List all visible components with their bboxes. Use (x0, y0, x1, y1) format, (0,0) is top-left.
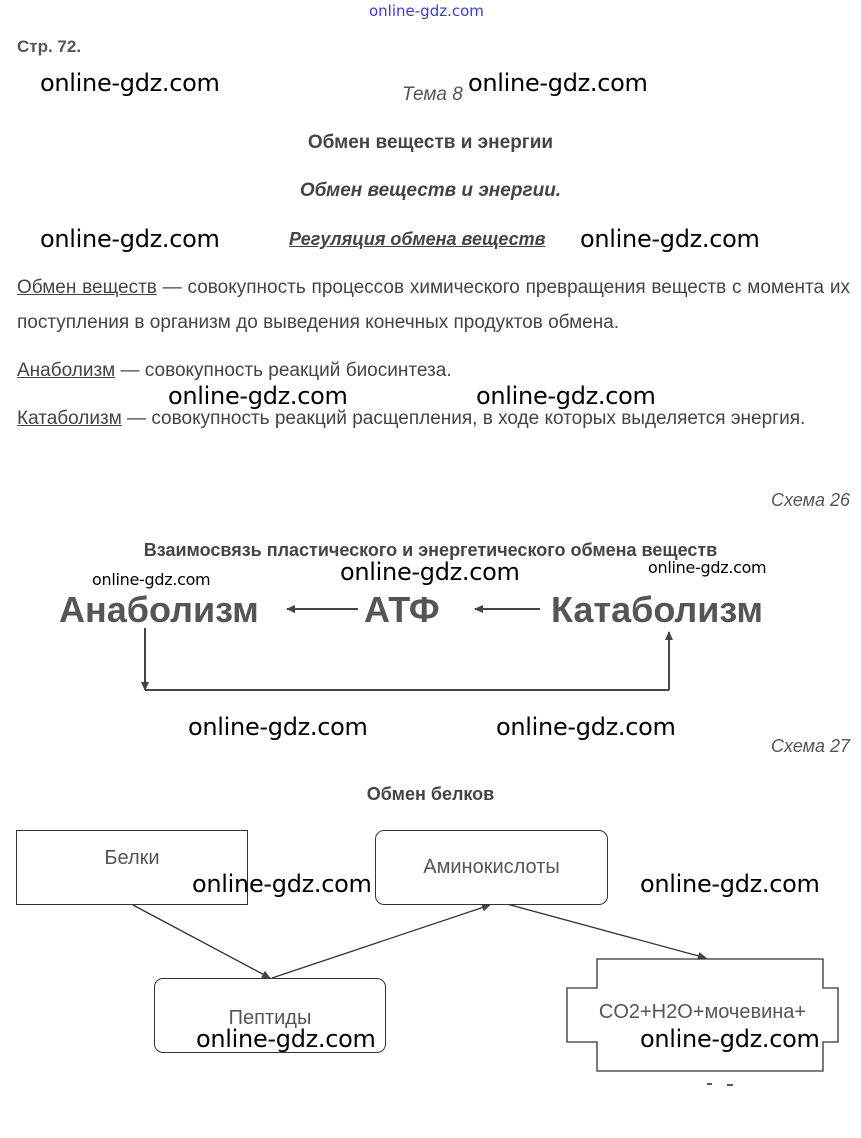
watermark: online-gdz.com (188, 713, 368, 741)
scheme-26-title: Взаимосвязь пластического и энергетического обмена веществ (143, 540, 718, 560)
page-number: Стр. 72. (17, 37, 82, 56)
scheme-27-title: Обмен белков (366, 784, 495, 804)
watermark: online-gdz.com (640, 1025, 820, 1053)
watermark: online-gdz.com (40, 225, 220, 253)
definition-term: Катаболизм (17, 408, 122, 429)
top-watermark: online-gdz.com (369, 2, 484, 20)
scheme-26-label: Схема 26 (771, 490, 850, 510)
watermark: online-gdz.com (340, 558, 520, 586)
watermark: online-gdz.com (580, 225, 760, 253)
watermark: online-gdz.com (92, 570, 211, 589)
topic-label: Тема 8 (402, 84, 463, 105)
amino-acids-label: Аминокислоты (423, 856, 560, 878)
definition-text: — совокупность реакций расщепления, в ходе которых выделяется энергия. (121, 408, 806, 429)
scheme-27-label: Схема 27 (771, 736, 850, 756)
watermark: online-gdz.com (648, 558, 767, 577)
anabolism-node: Анаболизм (59, 589, 259, 630)
arrow-peptides-to-amino (272, 905, 490, 978)
proteins-label: Белки (104, 847, 160, 869)
arrow-amino-to-products (503, 903, 706, 958)
watermark: online-gdz.com (476, 382, 656, 410)
watermark: online-gdz.com (468, 69, 648, 97)
watermark: online-gdz.com (640, 870, 820, 898)
definition-text: — совокупность процессов химического превращения веществ с момента их поступления в организм до выведения конечных продуктов обмена. (17, 277, 850, 333)
watermark: online-gdz.com (40, 69, 220, 97)
catabolism-node: Катаболизм (551, 589, 764, 630)
amino-acids-box (375, 830, 608, 905)
definition-term: Обмен веществ (17, 277, 157, 298)
watermark: online-gdz.com (168, 382, 348, 410)
products-label: CO2+H2O+мочевина+ (598, 1001, 807, 1023)
watermark: online-gdz.com (196, 1025, 376, 1053)
definition-text: — совокупность реакций биосинтеза. (115, 360, 452, 381)
definition-term: Анаболизм (17, 360, 116, 381)
chapter-title: Обмен веществ и энергии (307, 132, 554, 153)
arrow-proteins-to-peptides (133, 905, 270, 978)
watermark: online-gdz.com (192, 870, 372, 898)
watermark: online-gdz.com (496, 713, 676, 741)
atp-node: АТФ (364, 589, 440, 630)
chapter-subtitle: Обмен веществ и энергии. (299, 180, 562, 201)
section-heading: Регуляция обмена веществ (289, 229, 546, 249)
peptides-label: Пептиды (228, 1007, 312, 1029)
